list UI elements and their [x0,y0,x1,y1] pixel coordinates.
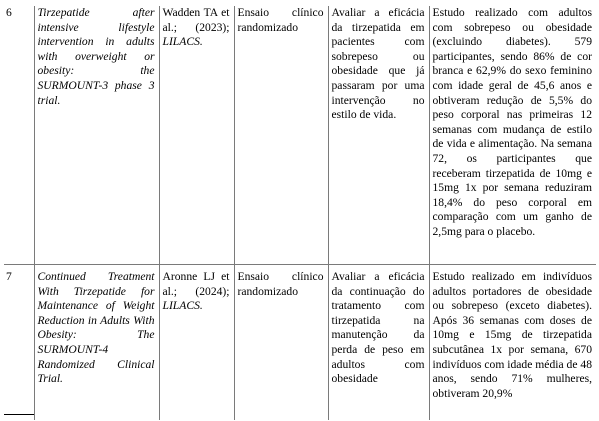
study-results: Estudo realizado com adultos com sobrepeso ou obesidade (excluindo diabetes). 579 participantes, sendo 86% de cor branca e 62,9% do sexo feminino com idade geral de 45,6 anos e obtiveram redução de 5,5% do peso corporal nas primeiras 12 semanas com mudança de estilo de vida e alimentação. Na semana 72, os participantes que receberam tirzepatida de 10mg e 15mg 1x por semana reduziram 18,4% do peso corporal em comparação com um ganho de 2,5mg para o placebo. [429,6,596,265]
studies-table [4,6,596,420]
study-objective: Avaliar a eficácia da tirzepatida em pacientes com sobrepeso ou obesidade que já passaram por uma intervenção no estilo de vida. [328,6,429,265]
table-row [4,6,596,265]
database-source: LILACS. [162,35,203,49]
table-row [4,265,596,421]
study-title: Continued Treatment With Tirzepatide for Maintenance of Weight Reduction in Adults With Obesity: The SURMOUNT-4 Randomized Clinical Trial. [34,265,159,421]
study-objective: Avaliar a eficácia da continuação do tratamento com tirzepatida na manutenção da perda de peso em adultos com obesidade [328,265,429,421]
row-number: 7 [4,265,34,421]
study-authors [159,265,234,421]
study-results: Estudo realizado em indivíduos adultos portadores de obesidade ou sobrepeso (exceto diabetes). Após 36 semanas com doses de 10mg e 15mg de tirzepatida subcutânea 1x por semana, 670 indivíduos com idade média de 48 anos, sendo 71% mulheres, obtiveram 20,9% [432,270,592,400]
study-type: Ensaio clínico randomizado [234,6,328,265]
study-type: Ensaio clínico randomizado [234,265,328,421]
study-title: Tirzepatide after intensive lifestyle intervention in adults with overweight or obesity: the SURMOUNT-3 phase 3 trial. [34,6,159,265]
database-source: LILACS. [162,299,203,313]
study-authors [159,6,234,265]
authors-text: Wadden TA et al.; (2023); [162,6,230,34]
row-number: 6 [4,6,34,265]
authors-text: Aronne LJ et al.; (2024); [162,270,230,298]
footnote-rule [4,414,34,415]
